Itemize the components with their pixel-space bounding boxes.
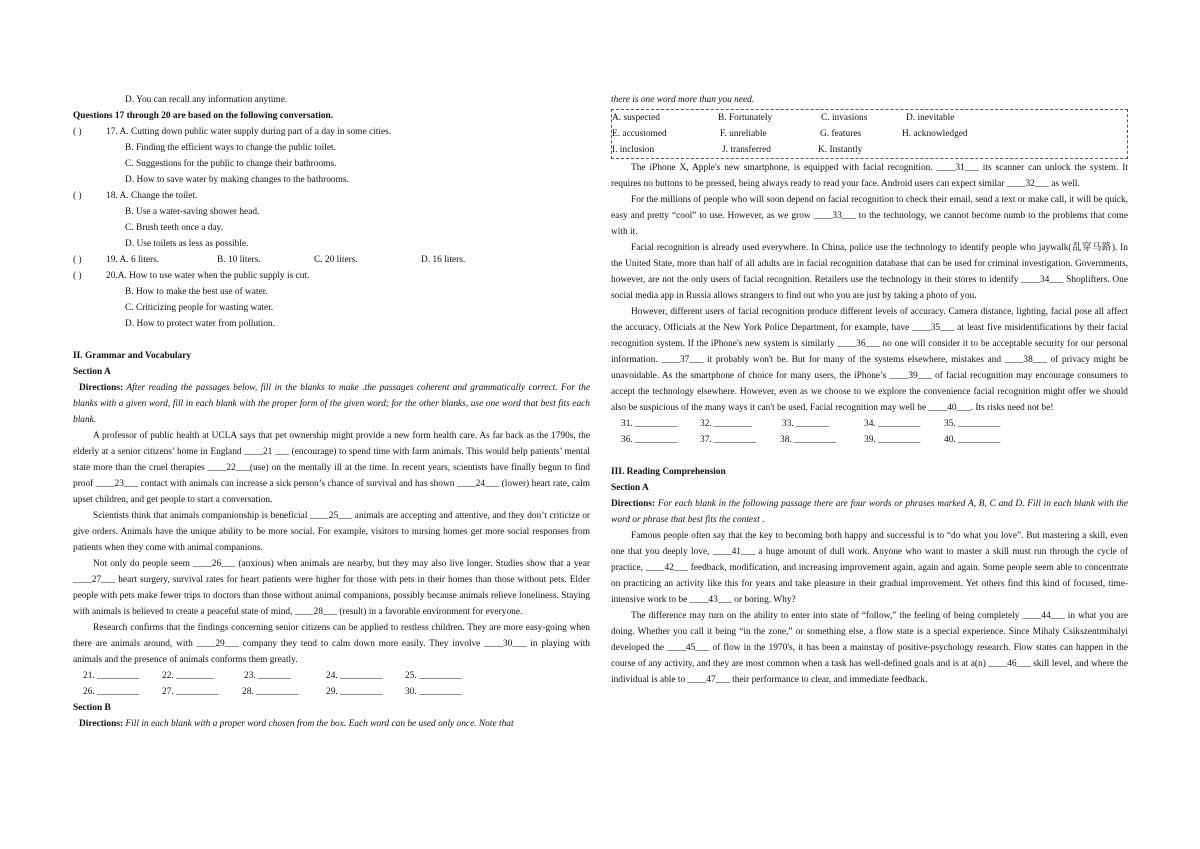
passage-paragraph: Famous people often say that the key to becoming both happy and successful is to “do what you love”. But mastering a skill, even one that you deeply love, ____41___ a huge amount of dull work. Anyone who want to master a skill must run through the cycle of practice, ____42___ feedback, modification, and increasing improvement again, again and again. Some people seem able to concentrate on practicing an activity like this for years and take pleasure in their gradual improvement. Yet others find this kind of focused, time-intensive work to be ____43___ or boring. Why? — [611, 531, 1128, 605]
answer-blank[interactable]: 33. _______ — [782, 419, 829, 429]
word-box-row — [612, 126, 1127, 142]
answer-blank[interactable]: 35. _________ — [944, 419, 1001, 429]
answer-blank[interactable]: 24. _________ — [326, 671, 383, 681]
section-a-label: Section A — [611, 483, 649, 493]
q20-option-c: C. Criticizing people for wasting water. — [125, 303, 274, 313]
word-option: C. invasions — [821, 113, 868, 123]
q17-20-heading: Questions 17 through 20 are based on the following conversation. — [73, 111, 334, 121]
answer-blank[interactable]: 32. ________ — [700, 419, 752, 429]
q20-option-a: ( ) 20.A. How to use water when the public supply is cut. — [73, 268, 590, 284]
passage-paragraph: The difference may turn on the ability to enter into state of “follow,” the feeling of being completely ____44___ in what you are doing. Whether you call it being “in the zone,” or something else, a flow state is a special experience. Since Mihaly Csikszentmihalyi developed the ____45___ of flow in the 1970's, it has been a mainstay of positive-psychology research. Flow states can happen in the course of any activity, and they are most common when a task has well-defined goals and is at a(n) ____46___ skill level, and where the individual is able to ____47___ their performance to clear, and immediate feedback. — [611, 611, 1128, 685]
answer-blank[interactable]: 34. _________ — [864, 419, 921, 429]
passage-paragraph: The iPhone X, Apple's new smartphone, is equipped with facial recognition. ____31___ its scanner can unlock the system. It requires no buttons to be pressed, being always ready to read your face. Android users can expect similar ____32___ as well. — [611, 163, 1128, 189]
word-option: A. suspected — [612, 113, 660, 123]
answer-bracket[interactable]: ( ) — [73, 271, 82, 281]
answer-blank[interactable]: 28. _________ — [242, 687, 299, 697]
answer-blank[interactable]: 36. _________ — [621, 435, 678, 445]
directions-reading: Directions: For each blank in the following passage there are four words or phrases marked A, B, C and D. Fill in each blank with the word or phrase that best fits the context . — [611, 499, 1128, 525]
word-option: E. accustomed — [612, 129, 667, 139]
word-option: I. inclusion — [612, 145, 655, 155]
q18-option-c: C. Brush teeth once a day. — [125, 223, 224, 233]
word-option: H. acknowledged — [902, 129, 968, 139]
answer-blank[interactable]: 25. _________ — [405, 671, 462, 681]
answer-blank[interactable]: 23. _______ — [244, 671, 291, 681]
passage-paragraph: A professor of public health at UCLA says that pet ownership might provide a new form health care. As far back as the 1790s, the elderly at a senior citizens’ home in England ____21 ___ (encourage) to spend time with farm animals. This would help patients’ mental state more than the cruel therapies ____22___(use) on the mentally ill at the time. In recent years, scientists have finally begun to find proof ____23___ contact with animals can increase a sick person’s chance of survival and has shown ____24___ (lower) heart rate, calm upset children, and get people to start a conversation. — [73, 431, 590, 505]
word-option: B. Fortunately — [718, 113, 773, 123]
q17-option-d: D. How to save water by making changes to the bathrooms. — [125, 175, 349, 185]
directions-a: Directions: After reading the passages below, fill in the blanks to make .the passages coherent and grammatically correct. For the blanks with a given word, fill in each blank with the proper form of the given word; for the other blanks, use one word that best fits each blank. — [73, 383, 590, 425]
answer-bracket[interactable]: ( ) — [73, 127, 82, 137]
q19-option-c: C. 20 liters. — [314, 255, 358, 265]
q20-option-b: B. How to make the best use of water. — [125, 287, 268, 297]
answer-blank[interactable]: 30. _________ — [405, 687, 462, 697]
q19-option-b: B. 10 liters. — [217, 255, 261, 265]
q18-option-d: D. Use toilets as less as possible. — [125, 239, 249, 249]
answer-blank[interactable]: 40. _________ — [944, 435, 1001, 445]
q19-option-a: 19. A. 6 liters. — [106, 255, 160, 265]
answer-blank[interactable]: 39. _________ — [864, 435, 921, 445]
answer-blank[interactable]: 21. _________ — [83, 671, 140, 681]
word-box-row — [612, 142, 1127, 158]
passage-paragraph: Not only do people seem ____26___ (anxious) when animals are nearby, but they may also live longer. Studies show that a year ____27___ heart surgery, survival rates for heart patients were higher for those with pets in their homes than those without pets. Elder people with pets make fewer trips to doctors than those without animal companions, possibly because animals relieve loneliness. Staying with animals is believed to create a peaceful state of mind, ____28___ (result) in a favorable environment for everyone. — [73, 559, 590, 617]
answer-blank[interactable]: 27. _________ — [162, 687, 219, 697]
answer-blank[interactable]: 37. _________ — [700, 435, 757, 445]
directions-b: Directions: Fill in each blank with a proper word chosen from the box. Each word can be used only once. Note that — [79, 719, 514, 729]
word-option: F. unreliable — [720, 129, 767, 139]
answer-blanks-row — [73, 668, 590, 684]
passage-paragraph: Research confirms that the findings concerning senior citizens can be applied to restless children. They are more easy-going when there are animals around, with ____29___ company they tend to calm down more easily. They involve ____30___ in playing with animals and the presence of animals conforms them greatly. — [73, 623, 590, 665]
q18-option-a: ( ) 18. A. Change the toilet. — [73, 188, 590, 204]
q20-option-d: D. How to protect water from pollution. — [125, 319, 275, 329]
passage-paragraph: However, different users of facial recognition produce different levels of accuracy. Camera distance, lighting, facial pose all affect the accuracy. Officials at the New York Police Department, for example, have ____35___ at least five misidentifications by their facial recognition system. If the iPhone's new system is similarly ____36___ no one will consider it to be acceptable security for our personal information. ____37___ it probably won't be. But for many of the systems elsewhere, mistakes and ____38___ of privacy might be unavoidable. As the smartphone of choice for many users, the iPhone’s ____39___ of facial recognition may encourage consumers to accept the technology elsewhere. However, even as we choose to we explore the convenience facial recognition might offer we should also be suspicious of the many ways it can't be used. Facial recognition may well be ____40___. Its risks need not be! — [611, 307, 1128, 413]
word-option: D. inevitable — [906, 113, 955, 123]
section-title: II. Grammar and Vocabulary — [73, 351, 192, 361]
q17-option-b: B. Finding the efficient ways to change the public toilet. — [125, 143, 336, 153]
q17-option-c: C. Suggestions for the public to change their bathrooms. — [125, 159, 337, 169]
passage-paragraph: Facial recognition is already used everywhere. In China, police use the technology to identify people who jaywalk(乱穿马路). In the United State, more than half of all adults are in facial recognition database that can be used for criminal investigation. Governments, however, are not the only users of facial recognition. Retailers use the technology in their stores to identify ____34___ Shoplifters. One social media app in Russia allows strangers to find out who you are just by taking a photo of you. — [611, 243, 1128, 301]
q19-options — [73, 252, 590, 268]
answer-blank[interactable]: 22. ________ — [162, 671, 214, 681]
q18-option-b: B. Use a water-saving shower head. — [125, 207, 260, 217]
answer-blanks-row — [611, 416, 1128, 432]
word-box-row — [612, 110, 1127, 126]
answer-blank[interactable]: 38. _________ — [780, 435, 837, 445]
word-option: K. Instantly — [818, 145, 863, 155]
word-option: J. transferred — [722, 145, 771, 155]
passage-paragraph: Scientists think that animals companionship is beneficial ____25___ animals are accepting and attentive, and they don’t criticize or give orders. Animals have the unique ability to be more social. For example, visitors to nursing homes get more social responses from patients when they come with animal companions. — [73, 511, 590, 553]
section-title: III. Reading Comprehension — [611, 467, 726, 477]
directions-b-continued: there is one word more than you need. — [611, 95, 755, 105]
left-column — [73, 92, 590, 732]
answer-blanks-row — [73, 684, 590, 700]
answer-bracket[interactable]: ( ) — [73, 255, 82, 265]
section-a-label: Section A — [73, 367, 111, 377]
q17-option-a: ( ) 17. A. Cutting down public water supply during part of a day in some cities. — [73, 124, 590, 140]
answer-blank[interactable]: 31. _________ — [621, 419, 678, 429]
passage-paragraph: For the millions of people who will soon depend on facial recognition to check their email, send a text or make call, it will be quick, easy and pretty “cool” to use. However, as we grow ____33___ to the technology, we cannot become numb to the problems that come with it. — [611, 195, 1128, 237]
q19-option-d: D. 16 liters. — [421, 255, 466, 265]
answer-blank[interactable]: 26. _________ — [83, 687, 140, 697]
section-b-label: Section B — [73, 703, 111, 713]
word-option: G. features — [820, 129, 862, 139]
word-box — [611, 109, 1128, 159]
right-column — [611, 92, 1128, 688]
q16-option-d: D. You can recall any information anytime. — [125, 95, 288, 105]
answer-blank[interactable]: 29. _________ — [326, 687, 383, 697]
answer-bracket[interactable]: ( ) — [73, 191, 82, 201]
answer-blanks-row — [611, 432, 1128, 448]
